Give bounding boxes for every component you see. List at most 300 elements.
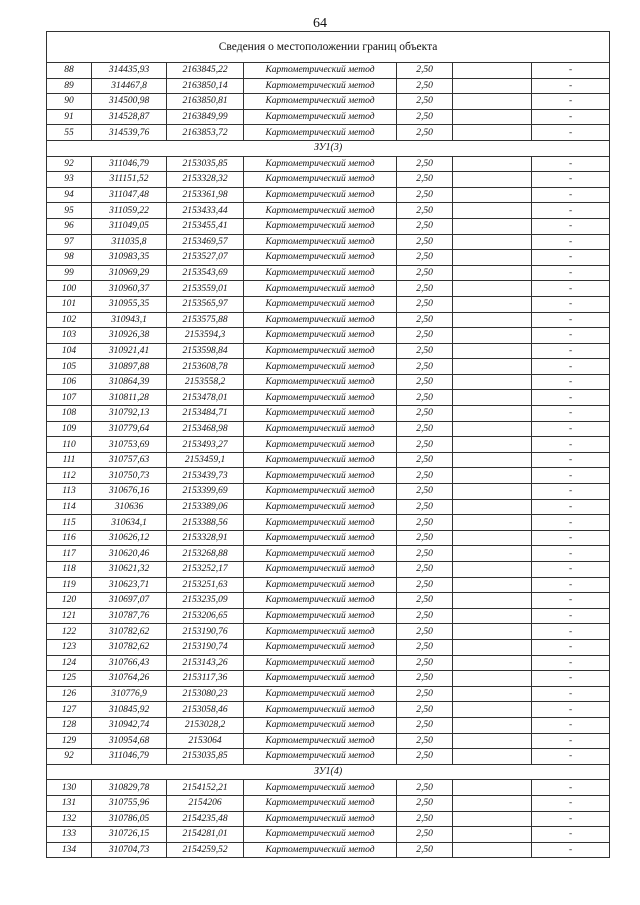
extra-cell [453, 328, 532, 344]
y-coordinate-cell: 2163849,99 [167, 109, 244, 125]
x-coordinate-cell: 311059,22 [92, 203, 167, 219]
point-number-cell: 99 [47, 265, 92, 281]
method-cell: Картометрический метод [244, 390, 397, 406]
table-row [47, 203, 610, 219]
x-coordinate-cell: 310845,92 [92, 702, 167, 718]
x-coordinate-cell: 310955,35 [92, 296, 167, 312]
method-cell: Картометрический метод [244, 421, 397, 437]
x-coordinate-cell: 310620,46 [92, 546, 167, 562]
table-row [47, 499, 610, 515]
note-cell: - [532, 109, 610, 125]
accuracy-cell: 2,50 [397, 717, 453, 733]
table-row [47, 639, 610, 655]
note-cell: - [532, 281, 610, 297]
table-title-row [47, 32, 610, 63]
accuracy-cell: 2,50 [397, 468, 453, 484]
extra-cell [453, 125, 532, 141]
method-cell: Картометрический метод [244, 343, 397, 359]
point-number-cell: 115 [47, 515, 92, 531]
accuracy-cell: 2,50 [397, 624, 453, 640]
x-coordinate-cell: 311049,05 [92, 218, 167, 234]
accuracy-cell: 2,50 [397, 328, 453, 344]
note-cell: - [532, 234, 610, 250]
x-coordinate-cell: 310921,41 [92, 343, 167, 359]
point-number-cell: 117 [47, 546, 92, 562]
accuracy-cell: 2,50 [397, 530, 453, 546]
accuracy-cell: 2,50 [397, 639, 453, 655]
point-number-cell: 120 [47, 593, 92, 609]
accuracy-cell: 2,50 [397, 359, 453, 375]
x-coordinate-cell: 311035,8 [92, 234, 167, 250]
note-cell: - [532, 484, 610, 500]
note-cell: - [532, 530, 610, 546]
note-cell: - [532, 250, 610, 266]
y-coordinate-cell: 2154152,21 [167, 780, 244, 796]
extra-cell [453, 624, 532, 640]
method-cell: Картометрический метод [244, 733, 397, 749]
method-cell: Картометрический метод [244, 328, 397, 344]
method-cell: Картометрический метод [244, 109, 397, 125]
point-number-cell: 90 [47, 94, 92, 110]
accuracy-cell: 2,50 [397, 811, 453, 827]
method-cell: Картометрический метод [244, 218, 397, 234]
y-coordinate-cell: 2153251,63 [167, 577, 244, 593]
extra-cell [453, 187, 532, 203]
method-cell: Картометрический метод [244, 655, 397, 671]
point-number-cell: 89 [47, 78, 92, 94]
method-cell: Картометрический метод [244, 172, 397, 188]
note-cell: - [532, 717, 610, 733]
x-coordinate-cell: 311046,79 [92, 749, 167, 765]
accuracy-cell: 2,50 [397, 343, 453, 359]
extra-cell [453, 452, 532, 468]
table-row [47, 281, 610, 297]
table-row [47, 780, 610, 796]
y-coordinate-cell: 2153206,65 [167, 608, 244, 624]
x-coordinate-cell: 310782,62 [92, 639, 167, 655]
point-number-cell: 131 [47, 795, 92, 811]
table-row [47, 515, 610, 531]
x-coordinate-cell: 311151,52 [92, 172, 167, 188]
accuracy-cell: 2,50 [397, 281, 453, 297]
method-cell: Картометрический метод [244, 795, 397, 811]
accuracy-cell: 2,50 [397, 733, 453, 749]
point-number-cell: 88 [47, 63, 92, 79]
x-coordinate-cell: 310943,1 [92, 312, 167, 328]
method-cell: Картометрический метод [244, 671, 397, 687]
note-cell: - [532, 156, 610, 172]
note-cell: - [532, 328, 610, 344]
accuracy-cell: 2,50 [397, 484, 453, 500]
table-row [47, 655, 610, 671]
table-row [47, 234, 610, 250]
y-coordinate-cell: 2153058,46 [167, 702, 244, 718]
y-coordinate-cell: 2153399,69 [167, 484, 244, 500]
x-coordinate-cell: 310811,28 [92, 390, 167, 406]
accuracy-cell: 2,50 [397, 827, 453, 843]
note-cell: - [532, 639, 610, 655]
extra-cell [453, 265, 532, 281]
extra-cell [453, 562, 532, 578]
method-cell: Картометрический метод [244, 562, 397, 578]
table-row [47, 265, 610, 281]
method-cell: Картометрический метод [244, 250, 397, 266]
y-coordinate-cell: 2153558,2 [167, 374, 244, 390]
y-coordinate-cell: 2153080,23 [167, 686, 244, 702]
note-cell: - [532, 655, 610, 671]
note-cell: - [532, 421, 610, 437]
method-cell: Картометрический метод [244, 359, 397, 375]
point-number-cell: 92 [47, 156, 92, 172]
point-number-cell: 118 [47, 562, 92, 578]
point-number-cell: 106 [47, 374, 92, 390]
x-coordinate-cell: 311047,48 [92, 187, 167, 203]
method-cell: Картометрический метод [244, 78, 397, 94]
note-cell: - [532, 562, 610, 578]
accuracy-cell: 2,50 [397, 702, 453, 718]
extra-cell [453, 312, 532, 328]
y-coordinate-cell: 2153559,01 [167, 281, 244, 297]
note-cell: - [532, 78, 610, 94]
table-row [47, 577, 610, 593]
extra-cell [453, 109, 532, 125]
x-coordinate-cell: 310634,1 [92, 515, 167, 531]
point-number-cell: 127 [47, 702, 92, 718]
x-coordinate-cell: 310983,35 [92, 250, 167, 266]
method-cell: Картометрический метод [244, 187, 397, 203]
y-coordinate-cell: 2153598,84 [167, 343, 244, 359]
point-number-cell: 101 [47, 296, 92, 312]
note-cell: - [532, 359, 610, 375]
y-coordinate-cell: 2153575,88 [167, 312, 244, 328]
extra-cell [453, 359, 532, 375]
point-number-cell: 94 [47, 187, 92, 203]
extra-cell [453, 530, 532, 546]
note-cell: - [532, 390, 610, 406]
method-cell: Картометрический метод [244, 702, 397, 718]
extra-cell [453, 468, 532, 484]
table-row [47, 421, 610, 437]
y-coordinate-cell: 2163853,72 [167, 125, 244, 141]
method-cell: Картометрический метод [244, 63, 397, 79]
y-coordinate-cell: 2163850,81 [167, 94, 244, 110]
table-row [47, 686, 610, 702]
x-coordinate-cell: 310750,73 [92, 468, 167, 484]
accuracy-cell: 2,50 [397, 515, 453, 531]
accuracy-cell: 2,50 [397, 250, 453, 266]
accuracy-cell: 2,50 [397, 452, 453, 468]
accuracy-cell: 2,50 [397, 499, 453, 515]
x-coordinate-cell: 310726,15 [92, 827, 167, 843]
extra-cell [453, 842, 532, 858]
note-cell: - [532, 702, 610, 718]
extra-cell [453, 172, 532, 188]
point-number-cell: 132 [47, 811, 92, 827]
extra-cell [453, 250, 532, 266]
table-row [47, 312, 610, 328]
note-cell: - [532, 499, 610, 515]
x-coordinate-cell: 310782,62 [92, 624, 167, 640]
table-row [47, 546, 610, 562]
extra-cell [453, 686, 532, 702]
accuracy-cell: 2,50 [397, 795, 453, 811]
point-number-cell: 108 [47, 406, 92, 422]
accuracy-cell: 2,50 [397, 390, 453, 406]
point-number-cell: 126 [47, 686, 92, 702]
y-coordinate-cell: 2153328,91 [167, 530, 244, 546]
note-cell: - [532, 374, 610, 390]
table-row [47, 624, 610, 640]
y-coordinate-cell: 2153608,78 [167, 359, 244, 375]
section-header-row [47, 140, 610, 156]
note-cell: - [532, 312, 610, 328]
note-cell: - [532, 733, 610, 749]
x-coordinate-cell: 310792,13 [92, 406, 167, 422]
x-coordinate-cell: 314435,93 [92, 63, 167, 79]
accuracy-cell: 2,50 [397, 172, 453, 188]
method-cell: Картометрический метод [244, 515, 397, 531]
extra-cell [453, 63, 532, 79]
accuracy-cell: 2,50 [397, 562, 453, 578]
method-cell: Картометрический метод [244, 437, 397, 453]
note-cell: - [532, 515, 610, 531]
section-label: ЗУ1(4) [47, 764, 610, 780]
x-coordinate-cell: 310960,37 [92, 281, 167, 297]
table-row [47, 359, 610, 375]
point-number-cell: 97 [47, 234, 92, 250]
y-coordinate-cell: 2153235,09 [167, 593, 244, 609]
table-row [47, 749, 610, 765]
x-coordinate-cell: 310786,05 [92, 811, 167, 827]
table-row [47, 296, 610, 312]
table-row [47, 109, 610, 125]
point-number-cell: 125 [47, 671, 92, 687]
note-cell: - [532, 406, 610, 422]
table-row [47, 733, 610, 749]
x-coordinate-cell: 314500,98 [92, 94, 167, 110]
table-row [47, 827, 610, 843]
extra-cell [453, 608, 532, 624]
table-row [47, 530, 610, 546]
y-coordinate-cell: 2153459,1 [167, 452, 244, 468]
note-cell: - [532, 577, 610, 593]
extra-cell [453, 546, 532, 562]
method-cell: Картометрический метод [244, 499, 397, 515]
extra-cell [453, 515, 532, 531]
method-cell: Картометрический метод [244, 296, 397, 312]
point-number-cell: 96 [47, 218, 92, 234]
point-number-cell: 130 [47, 780, 92, 796]
point-number-cell: 104 [47, 343, 92, 359]
method-cell: Картометрический метод [244, 203, 397, 219]
method-cell: Картометрический метод [244, 577, 397, 593]
extra-cell [453, 281, 532, 297]
accuracy-cell: 2,50 [397, 655, 453, 671]
y-coordinate-cell: 2153469,57 [167, 234, 244, 250]
extra-cell [453, 733, 532, 749]
point-number-cell: 116 [47, 530, 92, 546]
extra-cell [453, 655, 532, 671]
x-coordinate-cell: 310779,64 [92, 421, 167, 437]
method-cell: Картометрический метод [244, 156, 397, 172]
point-number-cell: 92 [47, 749, 92, 765]
method-cell: Картометрический метод [244, 546, 397, 562]
x-coordinate-cell: 310676,16 [92, 484, 167, 500]
method-cell: Картометрический метод [244, 717, 397, 733]
point-number-cell: 119 [47, 577, 92, 593]
point-number-cell: 107 [47, 390, 92, 406]
table-row [47, 593, 610, 609]
point-number-cell: 110 [47, 437, 92, 453]
method-cell: Картометрический метод [244, 593, 397, 609]
point-number-cell: 111 [47, 452, 92, 468]
accuracy-cell: 2,50 [397, 63, 453, 79]
extra-cell [453, 795, 532, 811]
extra-cell [453, 78, 532, 94]
point-number-cell: 55 [47, 125, 92, 141]
table-row [47, 437, 610, 453]
point-number-cell: 102 [47, 312, 92, 328]
y-coordinate-cell: 2153543,69 [167, 265, 244, 281]
y-coordinate-cell: 2153328,32 [167, 172, 244, 188]
method-cell: Картометрический метод [244, 749, 397, 765]
accuracy-cell: 2,50 [397, 265, 453, 281]
y-coordinate-cell: 2153527,07 [167, 250, 244, 266]
extra-cell [453, 203, 532, 219]
x-coordinate-cell: 310697,07 [92, 593, 167, 609]
extra-cell [453, 717, 532, 733]
method-cell: Картометрический метод [244, 811, 397, 827]
note-cell: - [532, 203, 610, 219]
table-row [47, 452, 610, 468]
x-coordinate-cell: 311046,79 [92, 156, 167, 172]
point-number-cell: 109 [47, 421, 92, 437]
point-number-cell: 105 [47, 359, 92, 375]
table-row [47, 795, 610, 811]
point-number-cell: 98 [47, 250, 92, 266]
table-row [47, 842, 610, 858]
accuracy-cell: 2,50 [397, 686, 453, 702]
note-cell: - [532, 63, 610, 79]
accuracy-cell: 2,50 [397, 94, 453, 110]
method-cell: Картометрический метод [244, 827, 397, 843]
extra-cell [453, 156, 532, 172]
note-cell: - [532, 452, 610, 468]
point-number-cell: 123 [47, 639, 92, 655]
point-number-cell: 121 [47, 608, 92, 624]
accuracy-cell: 2,50 [397, 421, 453, 437]
x-coordinate-cell: 314467,8 [92, 78, 167, 94]
method-cell: Картометрический метод [244, 312, 397, 328]
method-cell: Картометрический метод [244, 281, 397, 297]
y-coordinate-cell: 2154235,48 [167, 811, 244, 827]
accuracy-cell: 2,50 [397, 203, 453, 219]
method-cell: Картометрический метод [244, 484, 397, 500]
y-coordinate-cell: 2153455,41 [167, 218, 244, 234]
x-coordinate-cell: 310942,74 [92, 717, 167, 733]
x-coordinate-cell: 310829,78 [92, 780, 167, 796]
table-row [47, 218, 610, 234]
note-cell: - [532, 437, 610, 453]
extra-cell [453, 374, 532, 390]
y-coordinate-cell: 2163845,22 [167, 63, 244, 79]
point-number-cell: 114 [47, 499, 92, 515]
method-cell: Картометрический метод [244, 686, 397, 702]
extra-cell [453, 811, 532, 827]
table-row [47, 343, 610, 359]
table-row [47, 390, 610, 406]
y-coordinate-cell: 2153493,27 [167, 437, 244, 453]
x-coordinate-cell: 310864,39 [92, 374, 167, 390]
x-coordinate-cell: 310621,32 [92, 562, 167, 578]
y-coordinate-cell: 2153190,74 [167, 639, 244, 655]
method-cell: Картометрический метод [244, 94, 397, 110]
note-cell: - [532, 265, 610, 281]
note-cell: - [532, 671, 610, 687]
table-row [47, 125, 610, 141]
table-row [47, 702, 610, 718]
y-coordinate-cell: 2153252,17 [167, 562, 244, 578]
method-cell: Картометрический метод [244, 374, 397, 390]
method-cell: Картометрический метод [244, 406, 397, 422]
method-cell: Картометрический метод [244, 234, 397, 250]
y-coordinate-cell: 2153389,06 [167, 499, 244, 515]
x-coordinate-cell: 310787,76 [92, 608, 167, 624]
extra-cell [453, 780, 532, 796]
y-coordinate-cell: 2153565,97 [167, 296, 244, 312]
x-coordinate-cell: 310764,26 [92, 671, 167, 687]
x-coordinate-cell: 310753,69 [92, 437, 167, 453]
note-cell: - [532, 187, 610, 203]
note-cell: - [532, 218, 610, 234]
extra-cell [453, 577, 532, 593]
y-coordinate-cell: 2153028,2 [167, 717, 244, 733]
accuracy-cell: 2,50 [397, 312, 453, 328]
table-row [47, 562, 610, 578]
accuracy-cell: 2,50 [397, 546, 453, 562]
point-number-cell: 112 [47, 468, 92, 484]
accuracy-cell: 2,50 [397, 234, 453, 250]
y-coordinate-cell: 2153143,26 [167, 655, 244, 671]
table-row [47, 63, 610, 79]
extra-cell [453, 749, 532, 765]
y-coordinate-cell: 2153035,85 [167, 156, 244, 172]
accuracy-cell: 2,50 [397, 296, 453, 312]
note-cell: - [532, 94, 610, 110]
note-cell: - [532, 593, 610, 609]
note-cell: - [532, 827, 610, 843]
accuracy-cell: 2,50 [397, 218, 453, 234]
table-row [47, 78, 610, 94]
point-number-cell: 124 [47, 655, 92, 671]
y-coordinate-cell: 2153035,85 [167, 749, 244, 765]
y-coordinate-cell: 2154259,52 [167, 842, 244, 858]
x-coordinate-cell: 310757,63 [92, 452, 167, 468]
accuracy-cell: 2,50 [397, 842, 453, 858]
table-row [47, 406, 610, 422]
extra-cell [453, 593, 532, 609]
x-coordinate-cell: 310623,71 [92, 577, 167, 593]
table-row [47, 374, 610, 390]
accuracy-cell: 2,50 [397, 125, 453, 141]
extra-cell [453, 827, 532, 843]
point-number-cell: 95 [47, 203, 92, 219]
y-coordinate-cell: 2153268,88 [167, 546, 244, 562]
point-number-cell: 133 [47, 827, 92, 843]
table-row [47, 250, 610, 266]
note-cell: - [532, 343, 610, 359]
x-coordinate-cell: 310766,43 [92, 655, 167, 671]
